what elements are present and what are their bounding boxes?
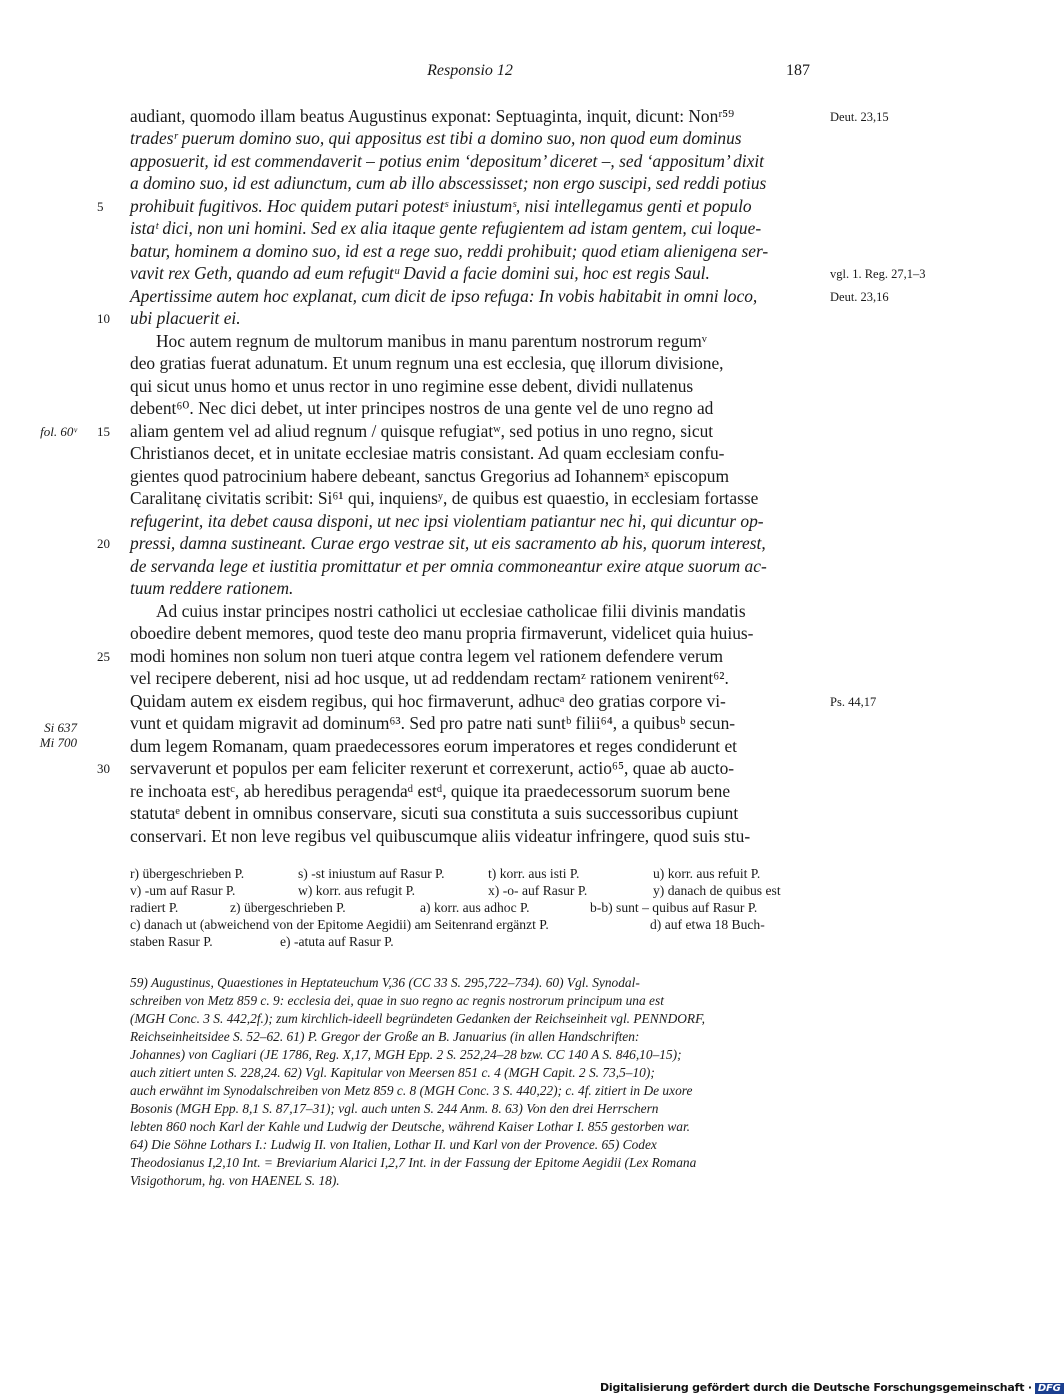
text-line: audiant, quomodo illam beatus Augustinus exponat: Septuaginta, inquit, dicunt: Nonʳ⁵⁹ (130, 106, 735, 126)
apparatus-line (130, 934, 812, 951)
text-line: Christianos decet, et in unitate ecclesiae matris consistant. Ad quam ecclesiam confu- (130, 443, 725, 463)
text-line: apposuerit, id est commendaverit – potius enim ‘depositum’ diceret –, sed ‘appositum’ dixit (130, 151, 765, 171)
text-line: aliam gentem vel ad aliud regnum / quisque refugiatʷ, sed potius in uno regno, sicut (130, 421, 714, 441)
bible-reference: Deut. 23,16 (830, 290, 889, 304)
apparatus-entry: e) -atuta auf Rasur P. (280, 934, 394, 949)
line-number: 15 (97, 424, 110, 439)
apparatus-line (130, 866, 812, 883)
bible-reference: vgl. 1. Reg. 27,1–3 (830, 267, 926, 281)
apparatus-entry: t) korr. aus isti P. (488, 866, 580, 881)
text-line: ubi placuerit ei. (130, 308, 241, 328)
line-number: 20 (97, 536, 110, 551)
text-line: modi homines non solum non tueri atque contra legem vel rationem defendere verum (130, 646, 724, 666)
text-line: vunt et quidam migravit ad dominum⁶³. Sed pro patre nati suntᵇ filii⁶⁴, a quibusᵇ secun- (130, 713, 736, 733)
apparatus-line (130, 883, 812, 900)
edition-page-note: Mi 700 (39, 735, 77, 750)
apparatus-entry: s) -st iniustum auf Rasur P. (298, 866, 445, 881)
footnote-line: Reichseinheitsidee S. 52–62. 61) P. Gregor der Große an B. Januarius (in allen Handschriften: (130, 1029, 640, 1044)
text-line: vavit rex Geth, quando ad eum refugitᵘ David a facie domini sui, hoc est regis Saul. (130, 263, 710, 283)
apparatus-entry: staben Rasur P. (130, 934, 213, 949)
funding-footer (600, 1381, 1064, 1394)
footnote-line: Johannes) von Cagliari (JE 1786, Reg. X,17, MGH Epp. 2 S. 252,24–28 bzw. CC 140 A S. 846,10–15); (130, 1047, 682, 1062)
apparatus-entry: z) übergeschrieben P. (230, 900, 346, 915)
line-number: 30 (97, 761, 110, 776)
text-line: a domino suo, id est adiunctum, cum ab illo abscessisset; non ergo suscipi, sed reddi potius (130, 173, 767, 193)
dfg-logo: DFG (1035, 1383, 1064, 1394)
text-line: deo gratias fuerat adunatum. Et unum regnum una est ecclesia, quę illorum divisione, (130, 353, 724, 373)
footnote-line: (MGH Conc. 3 S. 442,2f.); zum kirchlich-ideell begründeten Gedanken der Reichseinheit vgl. PENNDORF, (130, 1011, 705, 1026)
page-number: 187 (786, 62, 810, 79)
text-line: batur, hominem a domino suo, id est a rege suo, reddi prohibuit; quod etiam alienigena ser- (130, 241, 769, 261)
text-line: debent⁶⁰. Nec dici debet, ut inter principes nostros de una gente vel de uno regno ad (130, 398, 714, 418)
text-line: Hoc autem regnum de multorum manibus in manu parentum nostrorum regumᵛ (156, 331, 707, 351)
footnote-line: lebten 860 noch Karl der Kahle und Ludwig der Deutsche, während Kaiser Lothar I. 855 gestorben war. (130, 1119, 691, 1134)
folio-note: fol. 60ᵛ (40, 424, 77, 439)
line-number: 10 (97, 311, 110, 326)
apparatus-line (130, 900, 812, 917)
apparatus-entry: v) -um auf Rasur P. (130, 883, 236, 898)
text-line: prohibuit fugitivos. Hoc quidem putari potestˢ iniustumˢ, nisi intellegamus genti et populo (130, 196, 752, 216)
apparatus-entry: c) danach ut (abweichend von der Epitome Aegidii) am Seitenrand ergänzt P. (130, 917, 549, 932)
text-line: de servanda lege et iustitia promittatur et per omnia commoneantur exire atque suorum ac- (130, 556, 767, 576)
apparatus-entry: u) korr. aus refuit P. (653, 866, 761, 881)
footnote-line: Bosonis (MGH Epp. 8,1 S. 87,17–31); vgl. auch unten S. 244 Anm. 8. 63) Von den drei Herrschern (130, 1101, 659, 1116)
bible-reference: Ps. 44,17 (830, 695, 877, 709)
line-number: 5 (97, 199, 104, 214)
footnote-line: 59) Augustinus, Quaestiones in Heptateuchum V,36 (CC 33 S. 295,722–734). 60) Vgl. Synodal- (130, 975, 640, 990)
footnote-line: 64) Die Söhne Lothars I.: Ludwig II. von Italien, Lothar II. und Karl von der Provence. 65) Codex (130, 1137, 657, 1152)
apparatus-entry: b-b) sunt – quibus auf Rasur P. (590, 900, 758, 915)
footnote-line: auch zitiert unten S. 228,24. 62) Vgl. Kapitular von Meersen 851 c. 4 (MGH Capit. 2 S. 73,5–10); (130, 1065, 655, 1080)
apparatus-entry: w) korr. aus refugit P. (298, 883, 416, 898)
text-line: pressi, damna sustineant. Curae ergo vestrae sit, ut eis sacramento ab his, quorum interest, (130, 533, 766, 553)
apparatus-entry: a) korr. aus adhoc P. (420, 900, 530, 915)
text-line: tuum reddere rationem. (130, 578, 294, 598)
apparatus-entry: x) -o- auf Rasur P. (488, 883, 588, 898)
text-line: Quidam autem ex eisdem regibus, qui hoc firmaverunt, adhucᵃ deo gratias corpore vi- (130, 691, 726, 711)
text-line: re inchoata estᶜ, ab heredibus peragendaᵈ estᵈ, quique ita praedecessorum suorum bene (130, 781, 731, 801)
apparatus-entry: y) danach de quibus est (653, 883, 781, 898)
text-line: conservari. Et non leve regibus vel quibuscumque aliis videatur infringere, quod suis stu- (130, 826, 751, 846)
apparatus-entry: r) übergeschrieben P. (130, 866, 245, 881)
text-line: servaverunt et populos per eam feliciter rexerunt et correxerunt, actio⁶⁵, quae ab aucto- (130, 758, 735, 778)
footnote-line: auch erwähnt im Synodalschreiben von Metz 859 c. 8 (MGH Conc. 3 S. 440,22); c. 4f. zitiert in De uxore (130, 1083, 693, 1098)
text-line: Ad cuius instar principes nostri catholici ut ecclesiae catholicae filii divinis mandatis (156, 601, 746, 621)
text-line: gientes quod patrocinium habere debeant, sanctus Gregorius ad Iohannemˣ episcopum (130, 466, 730, 486)
text-line: statutaᵉ debent in omnibus conservare, sicuti sua constituta a suis successoribus cupiunt (130, 803, 739, 823)
line-number: 25 (97, 649, 110, 664)
footnote-line: Visigothorum, hg. von HAENEL S. 18). (130, 1173, 340, 1188)
text-line: qui sicut unus homo et unus rector in uno regimine esse debent, dividi nullatenus (130, 376, 694, 396)
apparatus-line (130, 917, 812, 934)
apparatus-entry: d) auf etwa 18 Buch- (650, 917, 765, 932)
text-line: Caralitanę civitatis scribit: Si⁶¹ qui, inquiensʸ, de quibus est quaestio, in ecclesiam fortasse (130, 488, 759, 508)
bible-reference: Deut. 23,15 (830, 110, 889, 124)
text-line: dum legem Romanam, quam praedecessores eorum imperatores et reges condiderunt et (130, 736, 738, 756)
running-title: Responsio 12 (427, 62, 513, 79)
text-line: refugerint, ita debet causa disponi, ut nec ipsi violentiam patiantur nec hi, qui dicuntur op- (130, 511, 764, 531)
apparatus-entry: radiert P. (130, 900, 179, 915)
footnote-line: Theodosianus I,2,10 Int. = Breviarium Alarici I,2,7 Int. in der Fassung der Epitome Aegidii (Lex Romana (130, 1155, 697, 1170)
text-line: Apertissime autem hoc explanat, cum dicit de ipso refuga: In vobis habitabit in omni loco, (130, 286, 758, 306)
running-header (130, 62, 810, 86)
text-line: vel recipere deberent, nisi ad hoc usque, ut ad reddendam rectamᶻ rationem venirent⁶². (130, 668, 729, 688)
footnote-line: schreiben von Metz 859 c. 9: ecclesia dei, quae in suo regno ac regnis nostrorum principum una est (130, 993, 664, 1008)
edition-page-note: Si 637 (44, 720, 77, 735)
text-line: oboedire debent memores, quod teste deo manu propria firmaverunt, videlicet quia huius- (130, 623, 754, 643)
text-line: tradesʳ puerum domino suo, qui appositus est tibi a domino suo, non quod eum dominus (130, 128, 742, 148)
funding-text: Digitalisierung gefördert durch die Deutsche Forschungsgemeinschaft · (600, 1381, 1032, 1394)
text-line: istaᵗ dici, non uni homini. Sed ex alia itaque gente refugientem ad istam gentem, cui loque- (130, 218, 762, 238)
